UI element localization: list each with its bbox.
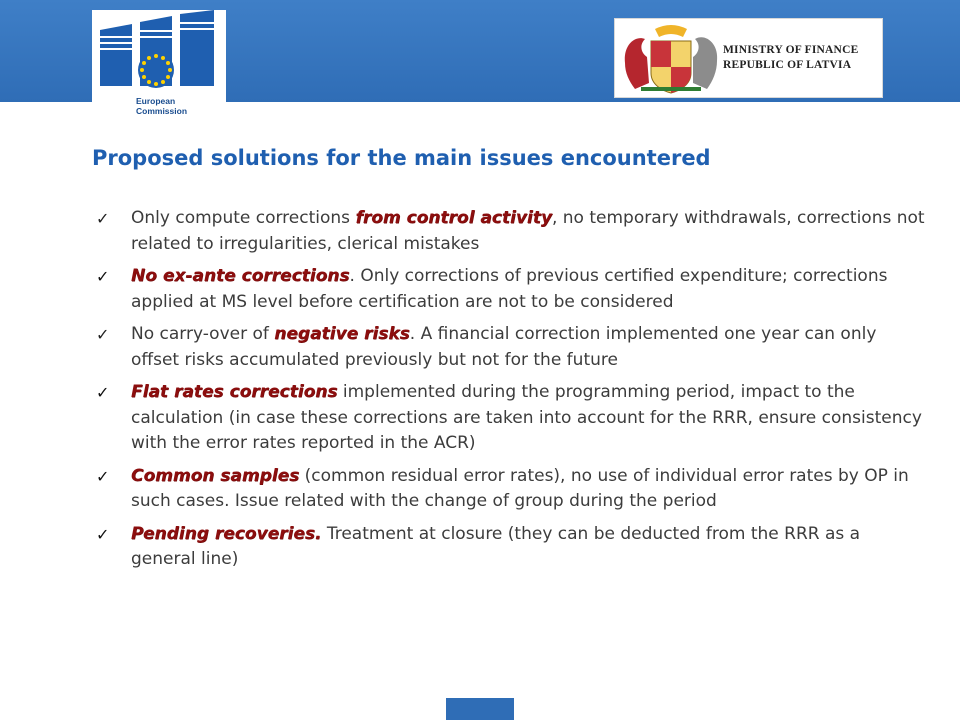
bullet-post: . Only corrections of previous certified expenditure; corrections applied at MS level before certification are not to be considered [131, 266, 888, 312]
bullet-post: , no temporary withdrawals, corrections not related to irregularities, clerical mistakes [131, 208, 925, 254]
bullet-pre: No carry-over of [131, 324, 275, 344]
ec-caption [136, 96, 187, 116]
bullet-emphasis: No ex-ante corrections [131, 266, 350, 286]
bullet-emphasis: Flat rates corrections [131, 382, 338, 402]
bullet-item-6 [96, 522, 926, 573]
european-commission-logo [92, 10, 226, 126]
bullet-emphasis: Pending recoveries. [131, 523, 322, 544]
ministry-name-line1: MINISTRY OF FINANCE [723, 44, 859, 56]
bullet-item-3 [96, 322, 926, 373]
checkmark-icon: ✓ [96, 466, 110, 486]
bullet-pre: Only compute corrections [131, 208, 356, 228]
bullet-list [96, 206, 926, 580]
checkmark-icon: ✓ [96, 383, 110, 402]
bullet-post: Treatment at closure (they can be deducted from the RRR as a general line) [131, 523, 861, 569]
bullet-item-5 [96, 464, 926, 515]
bullet-post: . A financial correction implemented one year can only offset risks accumulated previously but not for the future [131, 324, 877, 370]
ec-caption-line2: Commission [136, 106, 188, 116]
checkmark-icon: ✓ [96, 524, 110, 544]
ministry-name [723, 43, 858, 73]
bullet-post: implemented during the programming period, impact to the calculation (in case these corrections are taken into account for the RRR, ensure consistency with the error rates reported in the ACR) [131, 382, 922, 453]
slide-title: Proposed solutions for the main issues encountered [92, 146, 711, 170]
ministry-name-line2: REPUBLIC OF LATVIA [723, 59, 852, 71]
bullet-emphasis: negative risks [274, 324, 410, 344]
bullet-item-4 [96, 380, 926, 457]
checkmark-icon: ✓ [96, 209, 110, 228]
bullet-item-1 [96, 206, 926, 257]
checkmark-icon: ✓ [96, 325, 110, 344]
ec-caption-line1: European [136, 96, 176, 106]
footer-tab [446, 698, 514, 720]
bullet-item-2 [96, 264, 926, 315]
ministry-of-finance-logo [614, 18, 883, 98]
bullet-emphasis: Common samples [131, 465, 300, 486]
bullet-emphasis: from control activity [355, 208, 552, 228]
checkmark-icon: ✓ [96, 267, 110, 286]
bullet-post: (common residual error rates), no use of individual error rates by OP in such cases. Issue related with the change of group during the period [131, 465, 909, 511]
latvia-coat-of-arms-icon [621, 23, 721, 95]
